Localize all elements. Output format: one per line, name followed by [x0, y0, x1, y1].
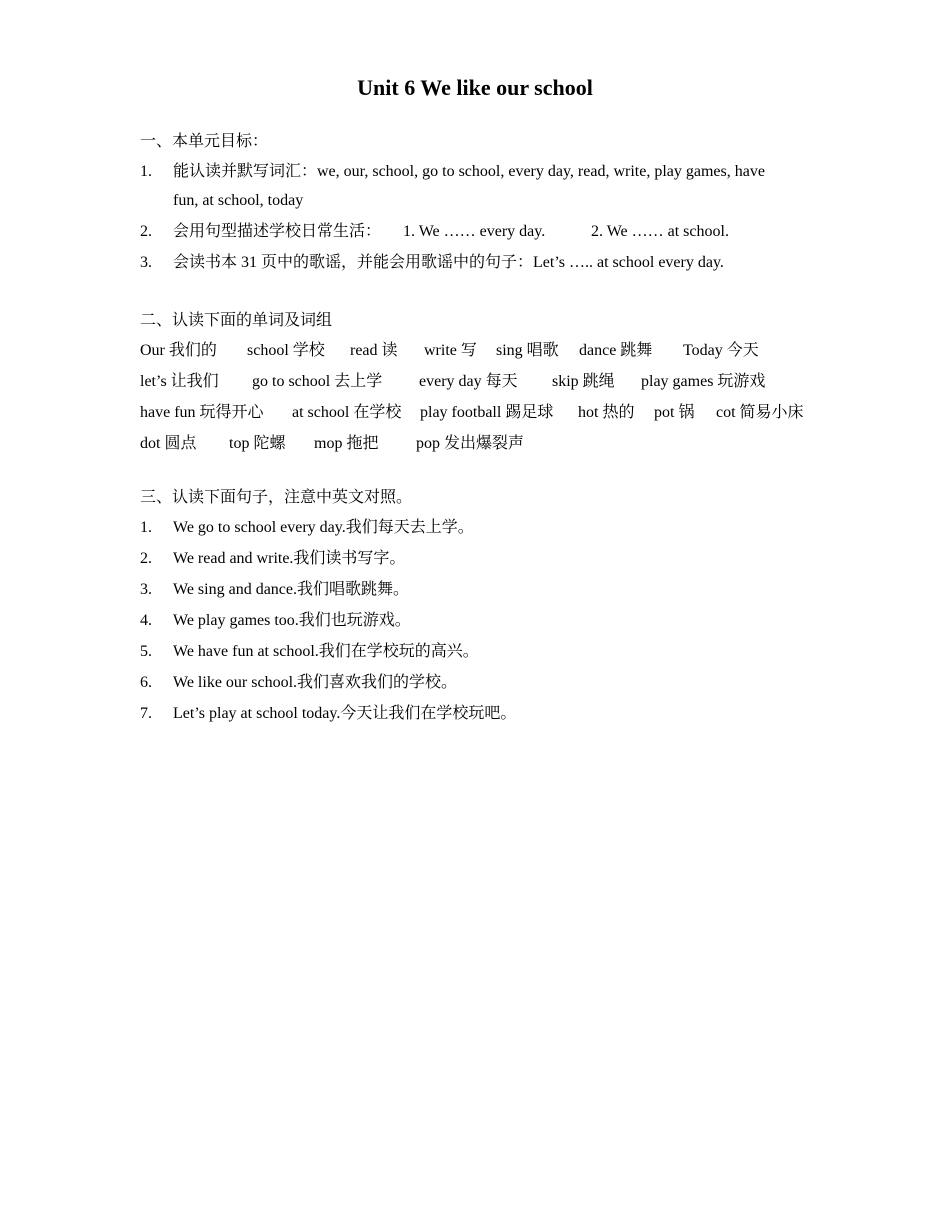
sentence-text: We like our school.我们喜欢我们的学校。	[173, 674, 458, 691]
item-number: 7.	[140, 705, 152, 722]
item-number: 2.	[140, 550, 152, 567]
vocab-word: mop 拖把	[314, 435, 379, 452]
vocab-word: Our 我们的	[140, 342, 217, 359]
sentence-text: We have fun at school.我们在学校玩的高兴。	[173, 643, 479, 660]
vocab-word: school 学校	[247, 342, 325, 359]
section-heading-vocabulary: 二、认读下面的单词及词组	[140, 312, 333, 329]
pattern-two: 2. We …… at school.	[591, 223, 729, 240]
item-number: 1.	[140, 163, 152, 180]
vocab-word: play games 玩游戏	[641, 373, 766, 390]
item-number: 5.	[140, 643, 152, 660]
vocab-word: go to school 去上学	[252, 373, 383, 390]
vocab-word: play football 踢足球	[420, 404, 554, 421]
sentence-text: We play games too.我们也玩游戏。	[173, 612, 411, 629]
vocab-word: dance 跳舞	[579, 342, 653, 359]
item-text: 会用句型描述学校日常生活：	[173, 223, 382, 240]
vocab-word: let’s 让我们	[140, 373, 219, 390]
item-number: 6.	[140, 674, 152, 691]
section-heading-sentences: 三、认读下面句子，注意中英文对照。	[140, 489, 413, 506]
vocab-word: dot 圆点	[140, 435, 197, 452]
item-text-continued: fun, at school, today	[173, 192, 304, 209]
vocab-word: pop 发出爆裂声	[416, 435, 525, 452]
vocab-word: have fun 玩得开心	[140, 404, 264, 421]
vocab-word: skip 跳绳	[552, 373, 615, 390]
vocab-word: read 读	[350, 342, 398, 359]
section-heading-goals: 一、本单元目标：	[140, 133, 269, 150]
vocab-word: pot 锅	[654, 404, 695, 421]
item-text: 能认读并默写词汇：we, our, school, go to school, every day, read, write, play games, have	[173, 163, 765, 180]
page-title: Unit 6 We like our school	[357, 75, 593, 100]
item-text: 会读书本 31 页中的歌谣，并能会用歌谣中的句子：Let’s ….. at school every day.	[173, 254, 724, 271]
item-number: 4.	[140, 612, 152, 629]
vocab-word: at school 在学校	[292, 404, 402, 421]
sentence-text: We go to school every day.我们每天去上学。	[173, 519, 474, 536]
item-number: 1.	[140, 519, 152, 536]
sentence-text: We sing and dance.我们唱歌跳舞。	[173, 581, 410, 598]
vocab-word: sing 唱歌	[496, 342, 559, 359]
item-number: 2.	[140, 223, 152, 240]
vocab-word: top 陀螺	[229, 435, 286, 452]
item-number: 3.	[140, 581, 152, 598]
pattern-one: 1. We …… every day.	[403, 223, 546, 240]
vocab-word: Today 今天	[683, 342, 759, 359]
sentence-text: Let’s play at school today.今天让我们在学校玩吧。	[173, 705, 517, 722]
vocab-word: every day 每天	[419, 373, 518, 390]
vocab-word: cot 简易小床	[716, 404, 804, 421]
sentence-text: We read and write.我们读书写字。	[173, 550, 406, 567]
vocab-word: write 写	[424, 342, 477, 359]
item-number: 3.	[140, 254, 152, 271]
vocab-word: hot 热的	[578, 404, 635, 421]
